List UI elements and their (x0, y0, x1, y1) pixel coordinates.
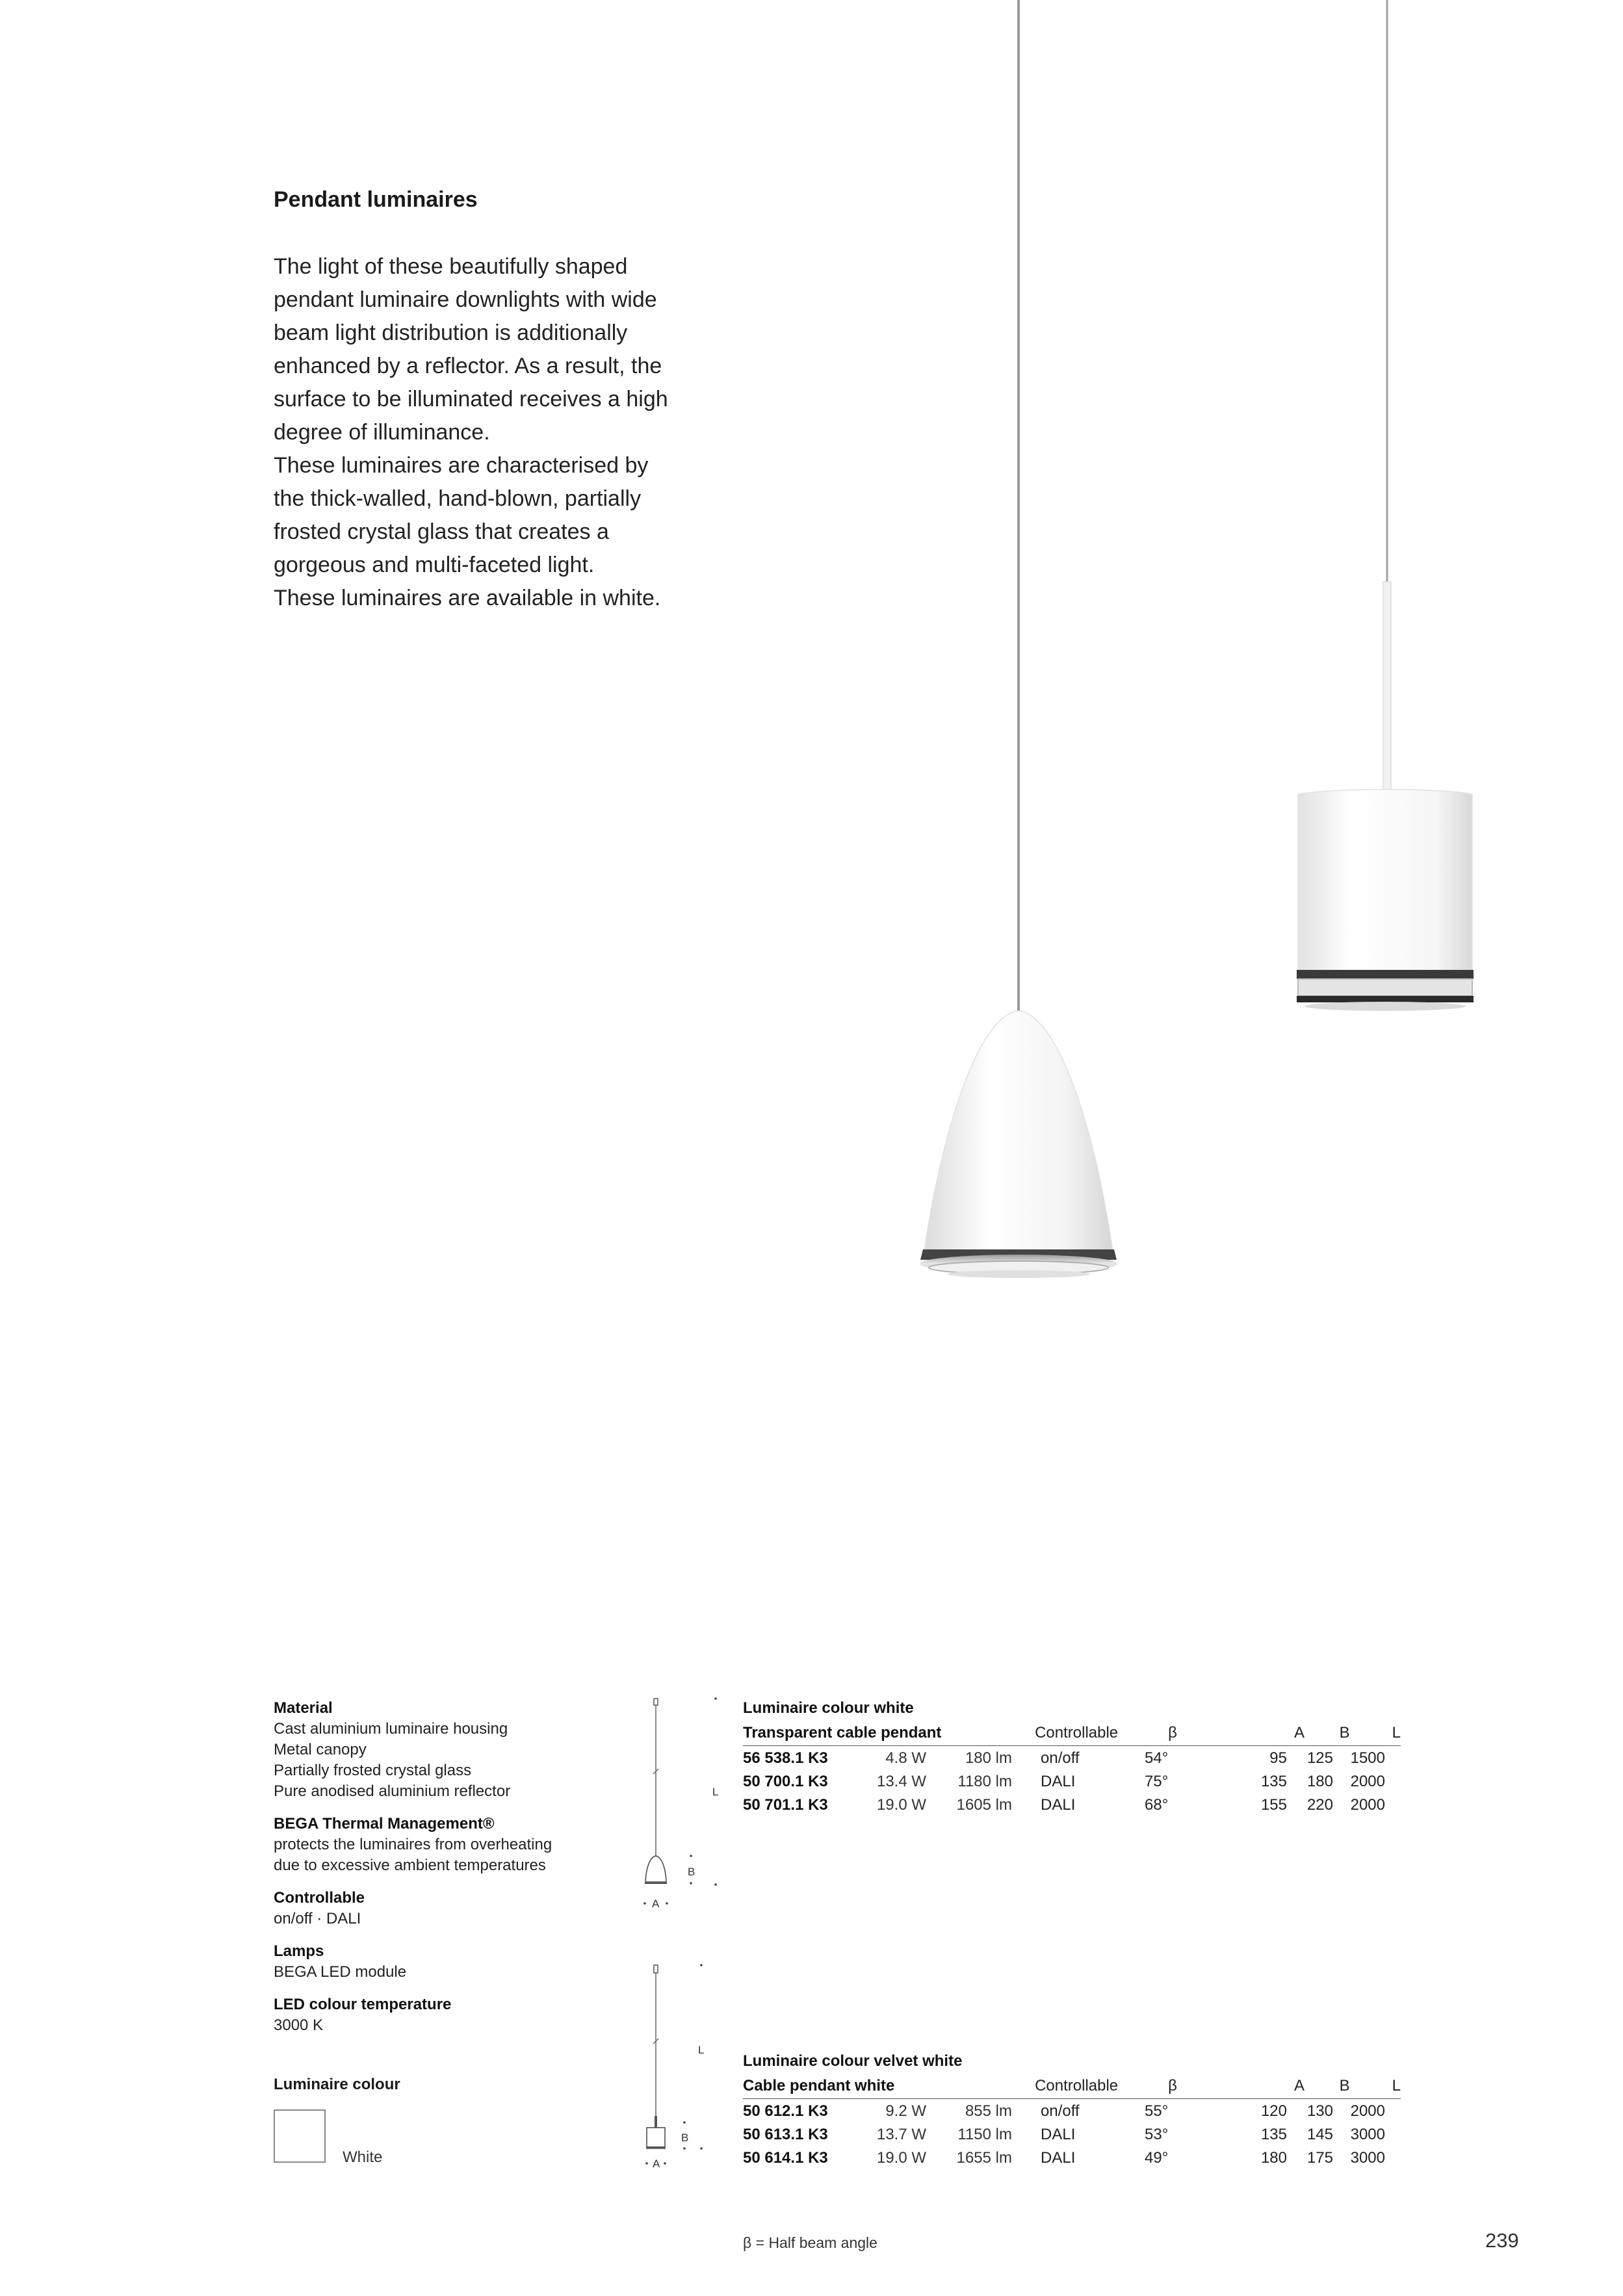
lumen: 1655 lm (956, 2149, 1012, 2167)
article-number: 50 613.1 K3 (743, 2126, 828, 2143)
dim-l: 1500 (1350, 1749, 1385, 1767)
table-header (743, 1721, 1401, 1746)
table-subtitle: Transparent cable pendant (743, 1724, 942, 1742)
material-label: Material (274, 1699, 333, 1717)
dim-l: 3000 (1350, 2126, 1385, 2143)
control: DALI (1041, 2149, 1076, 2167)
wattage: 4.8 W (885, 1749, 926, 1767)
dim-l: 2000 (1350, 1773, 1385, 1790)
dim-a: 95 (1269, 1749, 1287, 1767)
dim-a-label: A (652, 1898, 660, 1910)
dim-a: 135 (1260, 2126, 1287, 2143)
dim-b: 175 (1306, 2149, 1333, 2167)
dim-l-label: L (698, 2044, 705, 2056)
intro-line: degree of illuminance. (274, 420, 490, 445)
dim-b: 180 (1306, 1773, 1333, 1790)
material-line: Partially frosted crystal glass (274, 1762, 472, 1779)
lumen: 1150 lm (957, 2126, 1012, 2143)
col-controllable: Controllable (1035, 1724, 1119, 1742)
control: DALI (1041, 2126, 1076, 2143)
dim-l: 2000 (1350, 2102, 1385, 2120)
col-a: A (1293, 1724, 1305, 1742)
table-subtitle: Cable pendant white (743, 2077, 895, 2094)
table-title: Luminaire colour velvet white (743, 2052, 963, 2070)
beam-angle: 55° (1145, 2102, 1169, 2120)
beam-angle: 49° (1145, 2149, 1169, 2167)
control: on/off (1041, 1749, 1080, 1767)
control: DALI (1041, 1773, 1076, 1790)
lumen: 1180 lm (957, 1773, 1012, 1790)
wattage: 19.0 W (876, 2149, 926, 2167)
dim-b: 125 (1306, 1749, 1333, 1767)
dim-b: 220 (1306, 1796, 1333, 1814)
col-a: A (1293, 2077, 1305, 2094)
intro-line: beam light distribution is additionally (274, 320, 628, 345)
intro-line: surface to be illuminated receives a high (274, 387, 668, 411)
lumen: 1605 lm (956, 1796, 1012, 1814)
lamps-group (274, 1941, 625, 1983)
luminaire-colour-label: Luminaire colour (274, 2076, 400, 2093)
lumen: 180 lm (965, 1749, 1012, 1767)
wattage: 13.7 W (876, 2126, 926, 2143)
article-number: 50 701.1 K3 (743, 1796, 828, 1814)
material-group (274, 1698, 625, 1802)
table-row (743, 2122, 1401, 2146)
col-beta: β (1168, 1724, 1177, 1742)
white-pendant-table (743, 1696, 1401, 1816)
table-row (743, 1746, 1401, 1769)
col-l: L (1392, 1724, 1401, 1742)
col-l: L (1392, 2077, 1401, 2094)
thermal-line: protects the luminaires from overheating (274, 1836, 552, 1853)
beam-angle: 68° (1145, 1796, 1169, 1814)
colour-swatch-white (274, 2109, 326, 2163)
table-row (743, 1793, 1401, 1816)
col-beta: β (1168, 2077, 1177, 2094)
dim-l: 2000 (1350, 1796, 1385, 1814)
cylinder-pendant-image (1287, 0, 1482, 1040)
beam-angle: 53° (1145, 2126, 1169, 2143)
article-number: 50 700.1 K3 (743, 1773, 828, 1790)
wattage: 9.2 W (885, 2102, 926, 2120)
thermal-group (274, 1814, 625, 1876)
led-temp-label: LED colour temperature (274, 1996, 452, 2013)
dim-l-label: L (712, 1786, 719, 1798)
table-row (743, 2099, 1401, 2122)
spec-column (274, 1698, 625, 2048)
material-line: Metal canopy (274, 1741, 367, 1758)
dim-a: 120 (1260, 2102, 1287, 2120)
controllable-group (274, 1888, 625, 1929)
wattage: 13.4 W (876, 1773, 926, 1790)
colour-name: White (343, 2148, 383, 2166)
dim-a: 135 (1260, 1773, 1287, 1790)
table-header (743, 2074, 1401, 2099)
dim-b: 145 (1306, 2126, 1333, 2143)
intro-line: The light of these beautifully shaped (274, 254, 628, 279)
wattage: 19.0 W (876, 1796, 926, 1814)
thermal-line: due to excessive ambient temperatures (274, 1857, 546, 1874)
dim-a: 180 (1260, 2149, 1287, 2167)
controllable-label: Controllable (274, 1889, 365, 1907)
article-number: 56 538.1 K3 (743, 1749, 828, 1767)
table-row (743, 2146, 1401, 2169)
lamps-value: BEGA LED module (274, 1963, 407, 1981)
table-title: Luminaire colour white (743, 1699, 914, 1717)
page-heading: Pendant luminaires (274, 187, 478, 212)
controllable-value: on/off · DALI (274, 1910, 361, 1927)
lumen: 855 lm (965, 2102, 1012, 2120)
dome-pendant-image (910, 0, 1131, 1300)
material-line: Cast aluminium luminaire housing (274, 1720, 508, 1738)
col-b: B (1339, 2077, 1350, 2094)
control: DALI (1041, 1796, 1076, 1814)
dim-a-label: A (653, 2158, 660, 2170)
intro-line: enhanced by a reflector. As a result, the (274, 354, 662, 378)
control: on/off (1041, 2102, 1080, 2120)
intro-line: frosted crystal glass that creates a (274, 519, 609, 544)
intro-paragraph (274, 250, 716, 615)
intro-line: These luminaires are available in white. (274, 586, 661, 610)
intro-line: gorgeous and multi-faceted light. (274, 553, 595, 577)
dome-dimension-drawing (634, 1693, 725, 1914)
thermal-label: BEGA Thermal Management® (274, 1815, 495, 1833)
col-b: B (1339, 1724, 1350, 1742)
dim-b-label: B (688, 1866, 695, 1878)
led-temp-value: 3000 K (274, 2016, 324, 2034)
beam-angle: 75° (1145, 1773, 1169, 1790)
velvet-white-pendant-table (743, 2049, 1401, 2169)
beam-angle: 54° (1145, 1749, 1169, 1767)
beam-angle-footnote: β = Half beam angle (743, 2234, 877, 2251)
dim-b: 130 (1306, 2102, 1333, 2120)
led-temp-group (274, 1994, 625, 2036)
col-controllable: Controllable (1035, 2077, 1119, 2094)
dim-a: 155 (1260, 1796, 1287, 1814)
article-number: 50 612.1 K3 (743, 2102, 828, 2120)
intro-line: These luminaires are characterised by (274, 453, 649, 478)
lamps-label: Lamps (274, 1942, 324, 1960)
cylinder-dimension-drawing (634, 1953, 725, 2174)
dim-b-label: B (681, 2132, 689, 2144)
intro-line: the thick-walled, hand-blown, partially (274, 486, 642, 511)
table-row (743, 1769, 1401, 1793)
page-number: 239 (1485, 2229, 1519, 2252)
dim-l: 3000 (1350, 2149, 1385, 2167)
intro-line: pendant luminaire downlights with wide (274, 287, 657, 312)
article-number: 50 614.1 K3 (743, 2149, 828, 2167)
material-line: Pure anodised aluminium reflector (274, 1782, 511, 1800)
